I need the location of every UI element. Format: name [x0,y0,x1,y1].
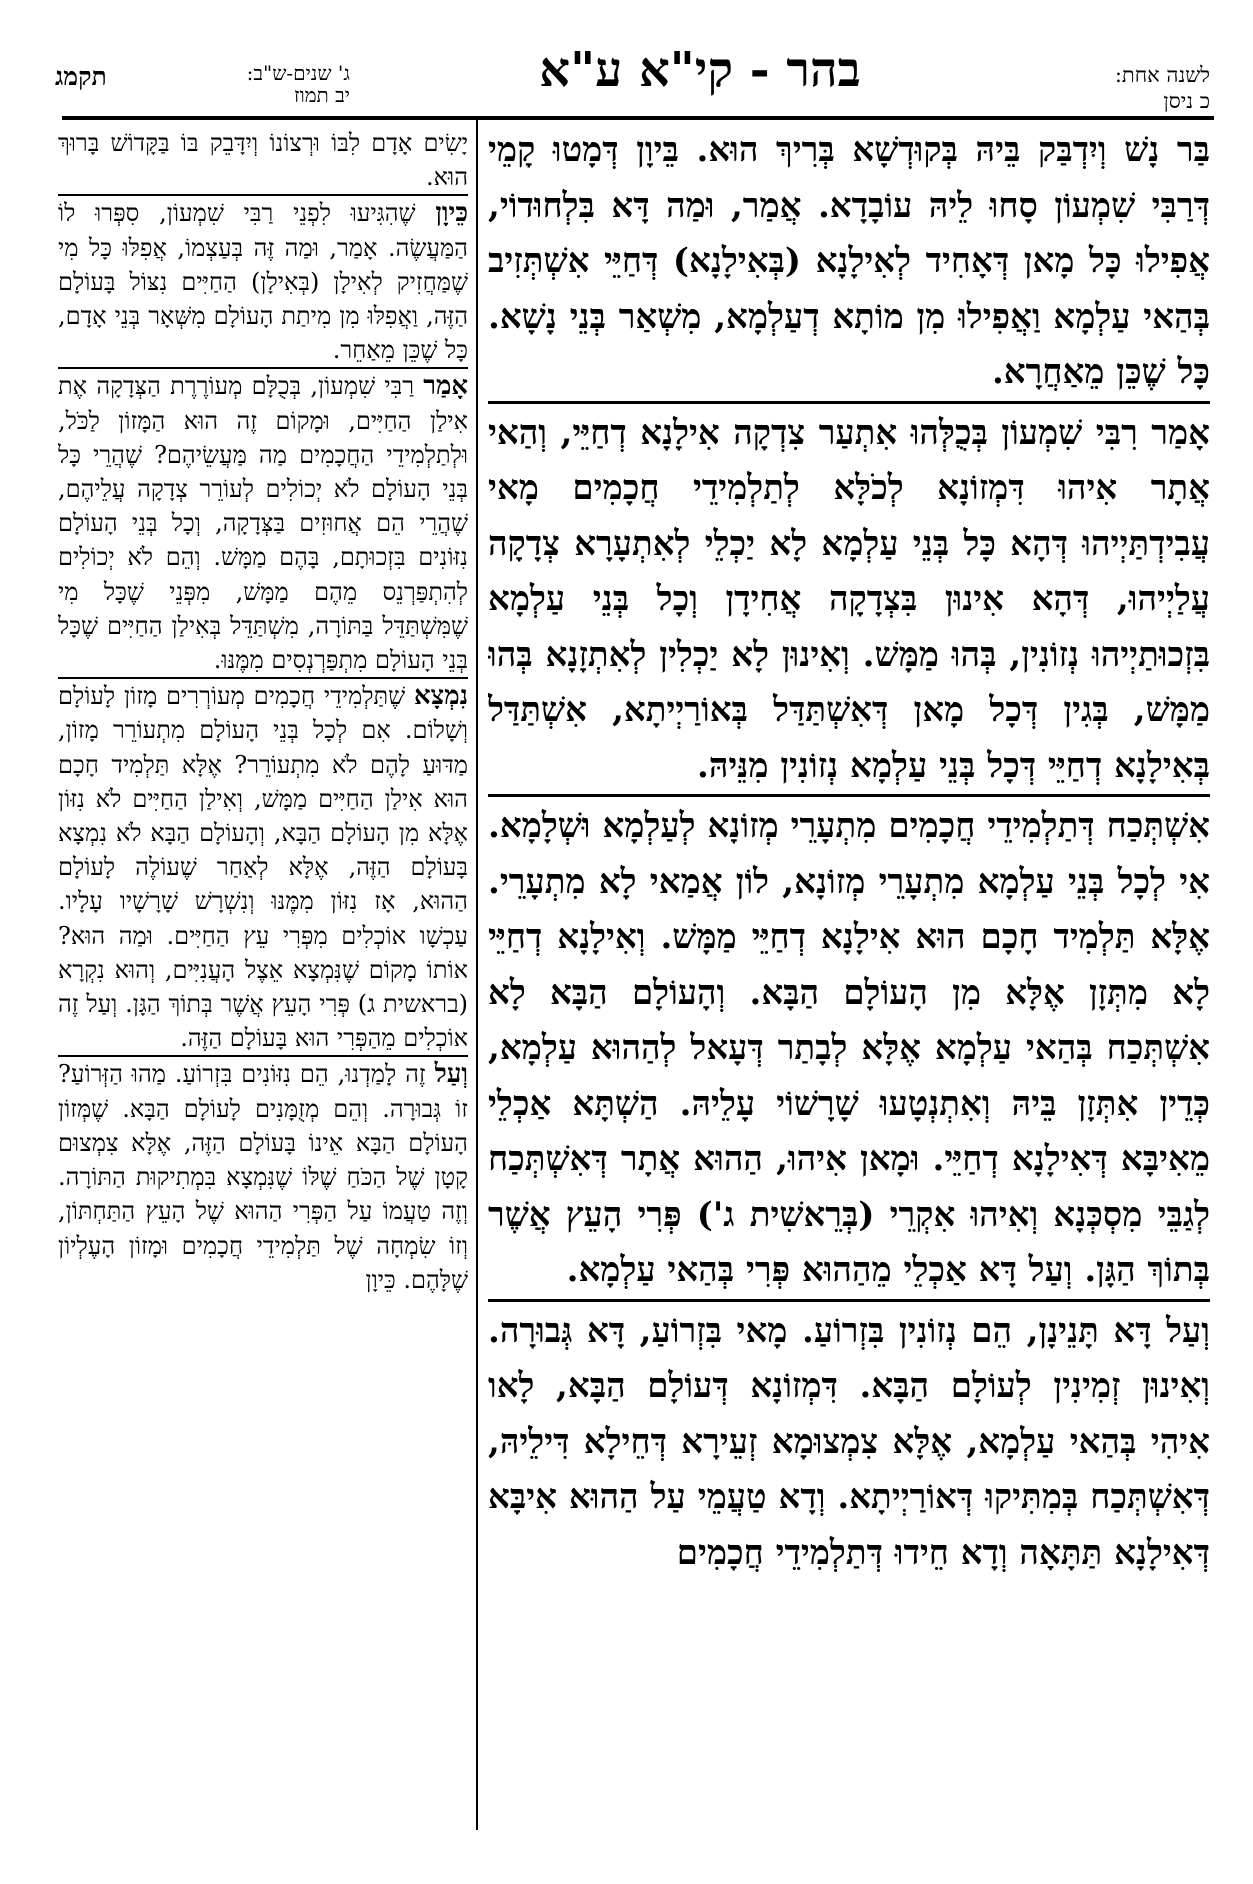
main-paragraph-text: אִשְׁתְּכַח דְּתַלְמִידֵי חֲכָמִים מִתְעָרֵי מְזוֹנָא לְעַלְמָא וּשְׁלָמָא. אִי לְכָל בְּנֵי עַלְמָא מִתְעָרֵי מְזוֹנָא, לוֹן אֲמַאי לָא מִתְעָרֵי. אֶלָּא תַּלְמִיד חָכָם הוּא אִילָנָא דְחַיֵּי מַמָּשׁ. וְאִילָנָא דְחַיֵּי לָא מִתְּזָן אֶלָּא מִן הָעוֹלָם הַבָּא. וְהָעוֹלָם הַבָּא לָא אִשְׁתְּכַח בְּהַאי עַלְמָא אֶלָּא לְבָתַר דְּעָאל לְהַהוּא עַלְמָא, כְּדֵין אִתְּזָן בֵּיהּ וְאִתְנְטָעוּ שָׁרָשׁוֹי עָלֵיהּ. הַשְׁתָּא אַכְלֵי מֵאִיבָּא דְּאִילָנָא דְחַיֵּי. וּמָאן אִיהוּ, הַהוּא אֲתָר דְּאִשְׁתְּכַח לְגַבֵּי מִסְכְּנָא וְאִיהוּ אִקְרֵי (בְּרֵאשִׁית ג') פְּרִי הָעֵץ אֲשֶׁר בְּתוֹךְ הַגָּן. וְעַל דָּא אַכְלֵי מֵהַהוּא פְּרִי בְּהַאי עַלְמָא. [488,806,1210,1290]
commentary-paragraph [58,126,468,194]
commentary-lead-word: כֵּיוָן [435,198,468,229]
commentary-text: רַבִּי שִׁמְעוֹן, בְּכֻלָּם מְעוֹרֶרֶת הַצְּדָקָה אֶת אִילַן הַחַיִּים, וּמָקוֹם זֶה הוּא הַמָּזוֹן לַכֹּל, וּלְתַלְמִידֵי הַחֲכָמִים מַה מַּעֲשֵׂיהֶם? שֶׁהֲרֵי כָּל בְּנֵי הָעוֹלָם לֹא יְכוֹלִים לְעוֹרֵר צְדָקָה עֲלֵיהֶם, שֶׁהֲרֵי הֵם אֲחוּזִים בַּצְּדָקָה, וְכָל בְּנֵי הָעוֹלָם נִזּוֹנִים בִּזְכוּתָם, בָּהֶם מַמָּשׁ. וְהֵם לֹא יְכוֹלִים לְהִתְפַּרְנֵס מֵהֶם מַמָּשׁ, מִפְּנֵי שֶׁכָּל מִי שֶׁמִּשְׁתַּדֵּל בַּתּוֹרָה, מִשְׁתַּדֵּל בְּאִילַן הַחַיִּים שֶׁכָּל בְּנֵי הָעוֹלָם מִתְפַּרְנְסִים מִמֶּנּוּ. [58,372,468,675]
one-year-cycle-date [1000,62,1210,114]
main-paragraph [488,1299,1210,1582]
column-divider [476,120,478,1830]
commentary-text: שֶׁהִגִּיעוּ לִפְנֵי רַבִּי שִׁמְעוֹן, סִפְּרוּ לוֹ הַמַּעֲשֶׂה. אָמַר, וּמַה זֶּה בְּעַצְמוֹ, אֲפִלּוּ כָּל מִי שֶׁמַּחֲזִיק לְאִילָן (בְּאִילָן) הַחַיִּים נִצּוֹל בָּעוֹלָם הַזֶּה, וַאֲפִלּוּ מִן מִיתַת הָעוֹלָם מִשְּׁאָר בְּנֵי אָדָם, כָּל שֶׁכֵּן מֵאַחֵר. [58,199,468,365]
main-paragraph [488,123,1210,401]
main-paragraph [488,401,1210,795]
main-paragraph [488,794,1210,1299]
cycle-line-1: ג' שנים-ש"ב: [246,61,350,85]
main-paragraph-text: בַּר נָשׁ וְיִדְבַּק בֵּיהּ בְּקוּדְשָׁא בְּרִיךְ הוּא. בֵּיוָן דְּמָטוּ קָמֵי דְּרַבִּי שִׁמְעוֹן סָחוּ לֵיהּ עוֹבָדָא. אֲמַר, וּמַה דָּא בִּלְחוּדוֹי, אֲפִילוּ כָּל מָאן דְּאָחִיד לְאִילָנָא (בְּאִילָנָא) דְּחַיֵּי אִשְׁתְּזִיב בְּהַאי עַלְמָא וַאֲפִילוּ מִן מוֹתָא דְעַלְמָא, מִשְׁאַר בְּנֵי נָשָׁא. כָּל שֶׁכֵּן מֵאַחֲרָא. [488,130,1210,392]
year-line-1: לשנה אחת: [1114,63,1210,87]
cycle-line-2: יב תמוז [294,83,350,107]
commentary-lead-word: אָמַר [423,371,468,402]
commentary-paragraph [58,677,468,1055]
commentary-text: יָשִׂים אָדָם לִבּוֹ וּרְצוֹנוֹ וְיִדָּבֵק בּוֹ בַּקָּדוֹשׁ בָּרוּךְ הוּא. [58,129,468,192]
main-paragraph-text: וְעַל דָּא תָּנֵינָן, הֵם נְזוֹנִין בִּזְרוֹעַ. מָאי בִּזְרוֹעַ, דָּא גְּבוּרָה. וְאִינוּן זְמִינִין לְעוֹלָם הַבָּא. דִּמְזוֹנָא דְּעוֹלָם הַבָּא, לָאו אִיהִי בְּהַאי עַלְמָא, אֶלָּא צִמְצוּמָא זְעֵירָא דְּחֵילָא דִּילֵיהּ, דְּאִשְׁתְּכַח בְּמִתִּיקוּ דְּאוֹרַיְיתָא. וְדָא טַעֲמֵי עַל הַהוּא אִיבָּא דְּאִילָנָא תַּתָּאָה וְדָא חֵידוּ דְּתַלְמִידֵי חֲכָמִים [488,1310,1210,1573]
main-text-column [488,123,1210,1833]
year-line-2: כ ניסן [1163,89,1210,113]
three-year-cycle-date [150,62,350,106]
commentary-paragraph [58,367,468,677]
page-number: תקמג [55,62,107,91]
commentary-paragraph [58,194,468,367]
commentary-lead-word: נִמְצָא [414,681,468,712]
commentary-paragraph [58,1055,468,1296]
commentary-column [58,126,468,1836]
page-title: בהר - קי"א ע"א [539,42,861,98]
commentary-text: שֶׁתַּלְמִידֵי חֲכָמִים מְעוֹרְרִים מָזוֹן לָעוֹלָם וְשָׁלוֹם. אִם לְכָל בְּנֵי הָעוֹלָם מִתְעוֹרֵר מָזוֹן, מַדּוּעַ לָהֶם לֹא מִתְעוֹרֵר? אֶלָּא תַּלְמִיד חָכָם הוּא אִילַן הַחַיִּים מַמָּשׁ, וְאִילַן הַחַיִּים לֹא נִזּוֹן אֶלָּא מִן הָעוֹלָם הַבָּא, וְהָעוֹלָם הַבָּא לֹא נִמְצָא בָּעוֹלָם הַזֶּה, אֶלָּא לְאַחַר שֶׁעוֹלֶה לָעוֹלָם הַהוּא, אָז נִזּוֹן מִמֶּנּוּ וְנִשְׁרָשׁ שָׁרָשָׁיו עָלָיו. עַכְשָׁו אוֹכְלִים מִפְּרִי עֵץ הַחַיִּים. וּמַה הוּא? אוֹתוֹ מָקוֹם שֶׁנִּמְצָא אֵצֶל הָעֲנִיִּים, וְהוּא נִקְרָא (בראשית ג) פְּרִי הָעֵץ אֲשֶׁר בְּתוֹךְ הַגָּן. וְעַל זֶה אוֹכְלִים מֵהַפְּרִי הוּא בָּעוֹלָם הַזֶּה. [58,682,468,1053]
commentary-lead-word: וְעַל [434,1059,468,1090]
commentary-text: זֶה לָמַדְנוּ, הֵם נִזּוֹנִים בִּזְרוֹעַ. מַהוּ הַזְּרוֹעַ? זוֹ גְּבוּרָה. וְהֵם מְזֻמָּנִים לָעוֹלָם הַבָּא. שֶׁמְּזוֹן הָעוֹלָם הַבָּא אֵינוֹ בָּעוֹלָם הַזֶּה, אֶלָּא צִמְצוּם קָטָן שֶׁל הַכֹּחַ שֶׁלּוֹ שֶׁנִּמְצָא בִּמְתִיקוּת הַתּוֹרָה. וְזֶה טַעֲמוֹ עַל הַפְּרִי הַהוּא שֶׁל הָעֵץ הַתַּחְתּוֹן, וְזוֹ שִׂמְחָה שֶׁל תַּלְמִידֵי חֲכָמִים וּמָזוֹן הָעֶלְיוֹן שֶׁלָּהֶם. כֵּיוָן [58,1060,468,1294]
header-rule [62,116,1214,120]
main-paragraph-text: אָמַר רִבִּי שִׁמְעוֹן בְּכֻלְּהוּ אִתְעַר צִדְקָה אִילָנָא דְחַיֵּי, וְהַאי אֲתָר אִיהוּ דִּמְזוֹנָא לְכֹלָּא לְתַלְמִידֵי חֲכָמִים מָאי עֲבִידְתַּיְיהוּ דְּהָא כָּל בְּנֵי עַלְמָא לָא יַכְלֵי לְאִתְעָרָא צְדָקָה עֲלַיְיהוּ, דְּהָא אִינוּן בִּצְדָקָה אֲחִידָן וְכָל בְּנֵי עַלְמָא בִּזְכוּתַיְיהוּ נְזוֹנִין, בְּהוּ מַמָּשׁ. וְאִינוּן לָא יַכְלִין לְאִתְזָנָא בְּהוּ מַמָּשׁ, בְּגִין דְּכָל מָאן דְּאִשְׁתַּדַּל בְּאוֹרַיְיתָא, אִשְׁתַּדַּל בְּאִילָנָא דְחַיֵּי דְּכָל בְּנֵי עַלְמָא נְזוֹנִין מִנֵּיהּ. [488,412,1210,786]
